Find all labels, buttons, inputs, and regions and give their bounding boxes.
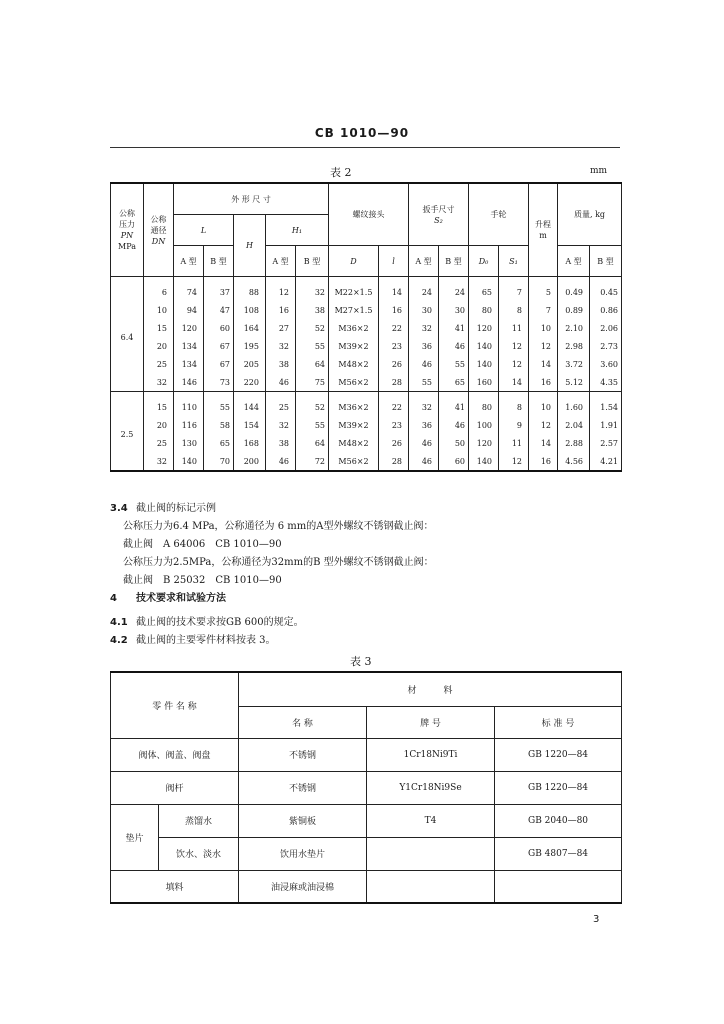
S1-value: 9 (499, 416, 529, 434)
header-part-name: 零 件 名 称 (111, 672, 239, 738)
lift-value: 16 (529, 452, 558, 471)
L-b-value: 37 (204, 277, 234, 302)
header-wrench: 扳手尺寸 S₂ (409, 183, 469, 246)
mass-b-value: 1.91 (590, 416, 622, 434)
S1-value: 11 (499, 319, 529, 337)
header-S2-a: A 型 (409, 246, 439, 277)
thread-l-value: 16 (379, 301, 409, 319)
part-subname: 蒸馏水 (159, 804, 239, 837)
H1-a-value: 32 (266, 337, 296, 355)
S2-b-value: 65 (439, 373, 469, 392)
L-b-value: 47 (204, 301, 234, 319)
material-name: 紫铜板 (239, 804, 367, 837)
section-title: 技术要求和试验方法 (136, 593, 226, 604)
thread-l-value: 28 (379, 452, 409, 471)
L-a-value: 146 (174, 373, 204, 392)
part-name: 阀体、阀盖、阀盘 (111, 738, 239, 771)
S1-value: 11 (499, 434, 529, 452)
header-S2-b: B 型 (439, 246, 469, 277)
mass-a-value: 3.72 (558, 355, 590, 373)
header-pn: 公称 压力 PN MPa (111, 183, 144, 277)
thread-l-value: 23 (379, 416, 409, 434)
H1-a-value: 38 (266, 355, 296, 373)
header-mass-b: B 型 (590, 246, 622, 277)
H-value: 220 (234, 373, 266, 392)
mass-b-value: 2.73 (590, 337, 622, 355)
header-D0: D₀ (469, 246, 499, 277)
L-b-value: 58 (204, 416, 234, 434)
mass-a-value: 0.89 (558, 301, 590, 319)
table-row (111, 373, 622, 392)
dn-value: 15 (144, 392, 174, 417)
dn-value: 25 (144, 434, 174, 452)
L-b-value: 70 (204, 452, 234, 471)
document-code-header: CB 1010—90 (314, 126, 410, 140)
part-subname: 饮水、淡水 (159, 837, 239, 870)
lift-value: 14 (529, 355, 558, 373)
material-grade (367, 870, 495, 903)
mass-a-value: 2.98 (558, 337, 590, 355)
header-l: l (379, 246, 409, 277)
thread-D-value: M36×2 (329, 392, 379, 417)
H1-b-value: 52 (296, 392, 329, 417)
S1-value: 8 (499, 392, 529, 417)
header-H1-a: A 型 (266, 246, 296, 277)
section-number: 3.4 (110, 503, 128, 514)
S2-b-value: 55 (439, 355, 469, 373)
header-material-name: 名 称 (239, 706, 367, 738)
S2-a-value: 30 (409, 301, 439, 319)
header-D: D (329, 246, 379, 277)
S2-a-value: 46 (409, 452, 439, 471)
H1-a-value: 25 (266, 392, 296, 417)
header-standard: 标 准 号 (495, 706, 622, 738)
table-row (111, 771, 622, 804)
S2-b-value: 41 (439, 392, 469, 417)
S1-value: 12 (499, 337, 529, 355)
dn-value: 15 (144, 319, 174, 337)
table2-unit: mm (590, 166, 608, 176)
mass-b-value: 2.06 (590, 319, 622, 337)
S2-a-value: 46 (409, 434, 439, 452)
section-number: 4.2 (110, 635, 128, 646)
section-number: 4 (110, 593, 117, 604)
lift-value: 12 (529, 337, 558, 355)
thread-l-value: 23 (379, 337, 409, 355)
mass-b-value: 0.45 (590, 277, 622, 302)
S1-value: 12 (499, 355, 529, 373)
part-name-gasket: 垫片 (111, 804, 159, 870)
material-name: 不锈钢 (239, 738, 367, 771)
material-grade (367, 837, 495, 870)
S2-b-value: 46 (439, 337, 469, 355)
mass-a-value: 4.56 (558, 452, 590, 471)
mass-a-value: 1.60 (558, 392, 590, 417)
mass-b-value: 0.86 (590, 301, 622, 319)
D0-value: 140 (469, 355, 499, 373)
L-b-value: 67 (204, 337, 234, 355)
header-H: H (234, 215, 266, 277)
H1-b-value: 72 (296, 452, 329, 471)
lift-value: 5 (529, 277, 558, 302)
section-4 (110, 590, 226, 608)
thread-D-value: M39×2 (329, 416, 379, 434)
table2-caption: 表 2 (330, 166, 352, 179)
table-row (111, 392, 622, 417)
L-b-value: 65 (204, 434, 234, 452)
S2-a-value: 55 (409, 373, 439, 392)
marking-code-2: 截止阀 B 25032 CB 1010—90 (123, 575, 282, 586)
S2-b-value: 46 (439, 416, 469, 434)
header-mass: 质量, kg (558, 183, 622, 246)
header-grade: 牌 号 (367, 706, 495, 738)
H1-a-value: 12 (266, 277, 296, 302)
lift-value: 12 (529, 416, 558, 434)
table-row (111, 837, 622, 870)
lift-value: 7 (529, 301, 558, 319)
lift-value: 14 (529, 434, 558, 452)
H1-a-value: 46 (266, 452, 296, 471)
header-material: 材 料 (239, 672, 622, 706)
material-name: 油浸麻或油浸棉 (239, 870, 367, 903)
section-4-1 (110, 614, 304, 632)
D0-value: 100 (469, 416, 499, 434)
header-dimensions: 外 形 尺 寸 (174, 183, 329, 215)
header-L: L (174, 215, 234, 246)
H-value: 108 (234, 301, 266, 319)
material-name: 不锈钢 (239, 771, 367, 804)
table3 (110, 671, 622, 904)
S2-b-value: 24 (439, 277, 469, 302)
S1-value: 7 (499, 277, 529, 302)
pn-value: 6.4 (111, 277, 144, 392)
header-L-b: B 型 (204, 246, 234, 277)
table-row (111, 337, 622, 355)
dn-value: 6 (144, 277, 174, 302)
S2-b-value: 50 (439, 434, 469, 452)
H1-a-value: 16 (266, 301, 296, 319)
mass-b-value: 1.54 (590, 392, 622, 417)
L-b-value: 60 (204, 319, 234, 337)
H-value: 144 (234, 392, 266, 417)
D0-value: 140 (469, 452, 499, 471)
D0-value: 160 (469, 373, 499, 392)
table2 (110, 182, 622, 472)
D0-value: 65 (469, 277, 499, 302)
table-row (111, 452, 622, 471)
material-grade: Y1Cr18Ni9Se (367, 771, 495, 804)
mass-b-value: 2.57 (590, 434, 622, 452)
L-b-value: 55 (204, 392, 234, 417)
L-a-value: 94 (174, 301, 204, 319)
section-title: 截止阀的标记示例 (136, 503, 216, 514)
header-H1-b: B 型 (296, 246, 329, 277)
H-value: 88 (234, 277, 266, 302)
thread-D-value: M56×2 (329, 452, 379, 471)
D0-value: 140 (469, 337, 499, 355)
H1-a-value: 38 (266, 434, 296, 452)
H1-b-value: 52 (296, 319, 329, 337)
H-value: 164 (234, 319, 266, 337)
marking-code-1: 截止阀 A 64006 CB 1010—90 (123, 539, 282, 550)
pn-value: 2.5 (111, 392, 144, 472)
thread-l-value: 26 (379, 355, 409, 373)
S2-a-value: 46 (409, 355, 439, 373)
header-S1: S₁ (499, 246, 529, 277)
thread-D-value: M22×1.5 (329, 277, 379, 302)
table-row (111, 319, 622, 337)
header-handwheel: 手轮 (469, 183, 529, 246)
material-standard: GB 1220—84 (495, 738, 622, 771)
D0-value: 80 (469, 301, 499, 319)
part-name: 填料 (111, 870, 239, 903)
S2-b-value: 60 (439, 452, 469, 471)
L-a-value: 134 (174, 337, 204, 355)
thread-l-value: 26 (379, 434, 409, 452)
L-b-value: 67 (204, 355, 234, 373)
thread-D-value: M48×2 (329, 355, 379, 373)
material-name: 饮用水垫片 (239, 837, 367, 870)
mass-b-value: 3.60 (590, 355, 622, 373)
S2-a-value: 32 (409, 392, 439, 417)
header-dn: 公称 通径 DN (144, 183, 174, 277)
H1-a-value: 46 (266, 373, 296, 392)
H1-b-value: 64 (296, 355, 329, 373)
mass-a-value: 0.49 (558, 277, 590, 302)
material-standard (495, 870, 622, 903)
header-H1: H₁ (266, 215, 329, 246)
H-value: 205 (234, 355, 266, 373)
section-3-4 (110, 500, 434, 590)
page-number: 3 (593, 914, 600, 925)
thread-l-value: 14 (379, 277, 409, 302)
mass-b-value: 4.35 (590, 373, 622, 392)
H1-b-value: 64 (296, 434, 329, 452)
D0-value: 120 (469, 434, 499, 452)
thread-D-value: M48×2 (329, 434, 379, 452)
thread-l-value: 28 (379, 373, 409, 392)
material-standard: GB 1220—84 (495, 771, 622, 804)
H1-b-value: 75 (296, 373, 329, 392)
mass-a-value: 2.88 (558, 434, 590, 452)
material-standard: GB 4807—84 (495, 837, 622, 870)
thread-l-value: 22 (379, 392, 409, 417)
mass-b-value: 4.21 (590, 452, 622, 471)
marking-example-1: 公称压力为6.4 MPa，公称通径为 6 mm的A型外螺纹不锈钢截止阀： (123, 521, 434, 532)
L-a-value: 110 (174, 392, 204, 417)
section-4-2 (110, 632, 276, 650)
thread-l-value: 22 (379, 319, 409, 337)
S2-a-value: 32 (409, 319, 439, 337)
material-grade: T4 (367, 804, 495, 837)
lift-value: 10 (529, 392, 558, 417)
section-text: 截止阀的技术要求按GB 600的规定。 (136, 617, 304, 628)
H-value: 200 (234, 452, 266, 471)
dn-value: 32 (144, 373, 174, 392)
table-row (111, 355, 622, 373)
D0-value: 80 (469, 392, 499, 417)
thread-D-value: M56×2 (329, 373, 379, 392)
dn-value: 32 (144, 452, 174, 471)
H1-b-value: 55 (296, 416, 329, 434)
section-text: 截止阀的主要零件材料按表 3。 (136, 635, 276, 646)
L-a-value: 134 (174, 355, 204, 373)
header-rule (110, 147, 620, 148)
L-a-value: 130 (174, 434, 204, 452)
section-number: 4.1 (110, 617, 128, 628)
dn-value: 20 (144, 337, 174, 355)
table3-caption: 表 3 (350, 655, 372, 668)
table-row (111, 301, 622, 319)
part-name: 阀杆 (111, 771, 239, 804)
H-value: 195 (234, 337, 266, 355)
S1-value: 8 (499, 301, 529, 319)
S1-value: 12 (499, 452, 529, 471)
header-lift: 升程 m (529, 183, 558, 277)
S2-a-value: 36 (409, 416, 439, 434)
header-mass-a: A 型 (558, 246, 590, 277)
table-row (111, 804, 622, 837)
L-b-value: 73 (204, 373, 234, 392)
mass-a-value: 5.12 (558, 373, 590, 392)
D0-value: 120 (469, 319, 499, 337)
H1-a-value: 27 (266, 319, 296, 337)
mass-a-value: 2.10 (558, 319, 590, 337)
H1-b-value: 55 (296, 337, 329, 355)
mass-a-value: 2.04 (558, 416, 590, 434)
S2-a-value: 36 (409, 337, 439, 355)
dn-value: 25 (144, 355, 174, 373)
thread-D-value: M27×1.5 (329, 301, 379, 319)
L-a-value: 74 (174, 277, 204, 302)
table-row (111, 434, 622, 452)
table-row (111, 870, 622, 903)
dn-value: 10 (144, 301, 174, 319)
header-L-a: A 型 (174, 246, 204, 277)
L-a-value: 140 (174, 452, 204, 471)
material-standard: GB 2040—80 (495, 804, 622, 837)
lift-value: 10 (529, 319, 558, 337)
table-row (111, 416, 622, 434)
header-thread: 螺纹接头 (329, 183, 409, 246)
H1-a-value: 32 (266, 416, 296, 434)
thread-D-value: M36×2 (329, 319, 379, 337)
dn-value: 20 (144, 416, 174, 434)
L-a-value: 120 (174, 319, 204, 337)
table-row (111, 738, 622, 771)
lift-value: 16 (529, 373, 558, 392)
material-grade: 1Cr18Ni9Ti (367, 738, 495, 771)
H1-b-value: 38 (296, 301, 329, 319)
thread-D-value: M39×2 (329, 337, 379, 355)
S2-b-value: 30 (439, 301, 469, 319)
S1-value: 14 (499, 373, 529, 392)
S2-b-value: 41 (439, 319, 469, 337)
H1-b-value: 32 (296, 277, 329, 302)
H-value: 154 (234, 416, 266, 434)
L-a-value: 116 (174, 416, 204, 434)
S2-a-value: 24 (409, 277, 439, 302)
marking-example-2: 公称压力为2.5MPa，公称通径为32mm的B 型外螺纹不锈钢截止阀： (123, 557, 434, 568)
table-row (111, 277, 622, 302)
H-value: 168 (234, 434, 266, 452)
